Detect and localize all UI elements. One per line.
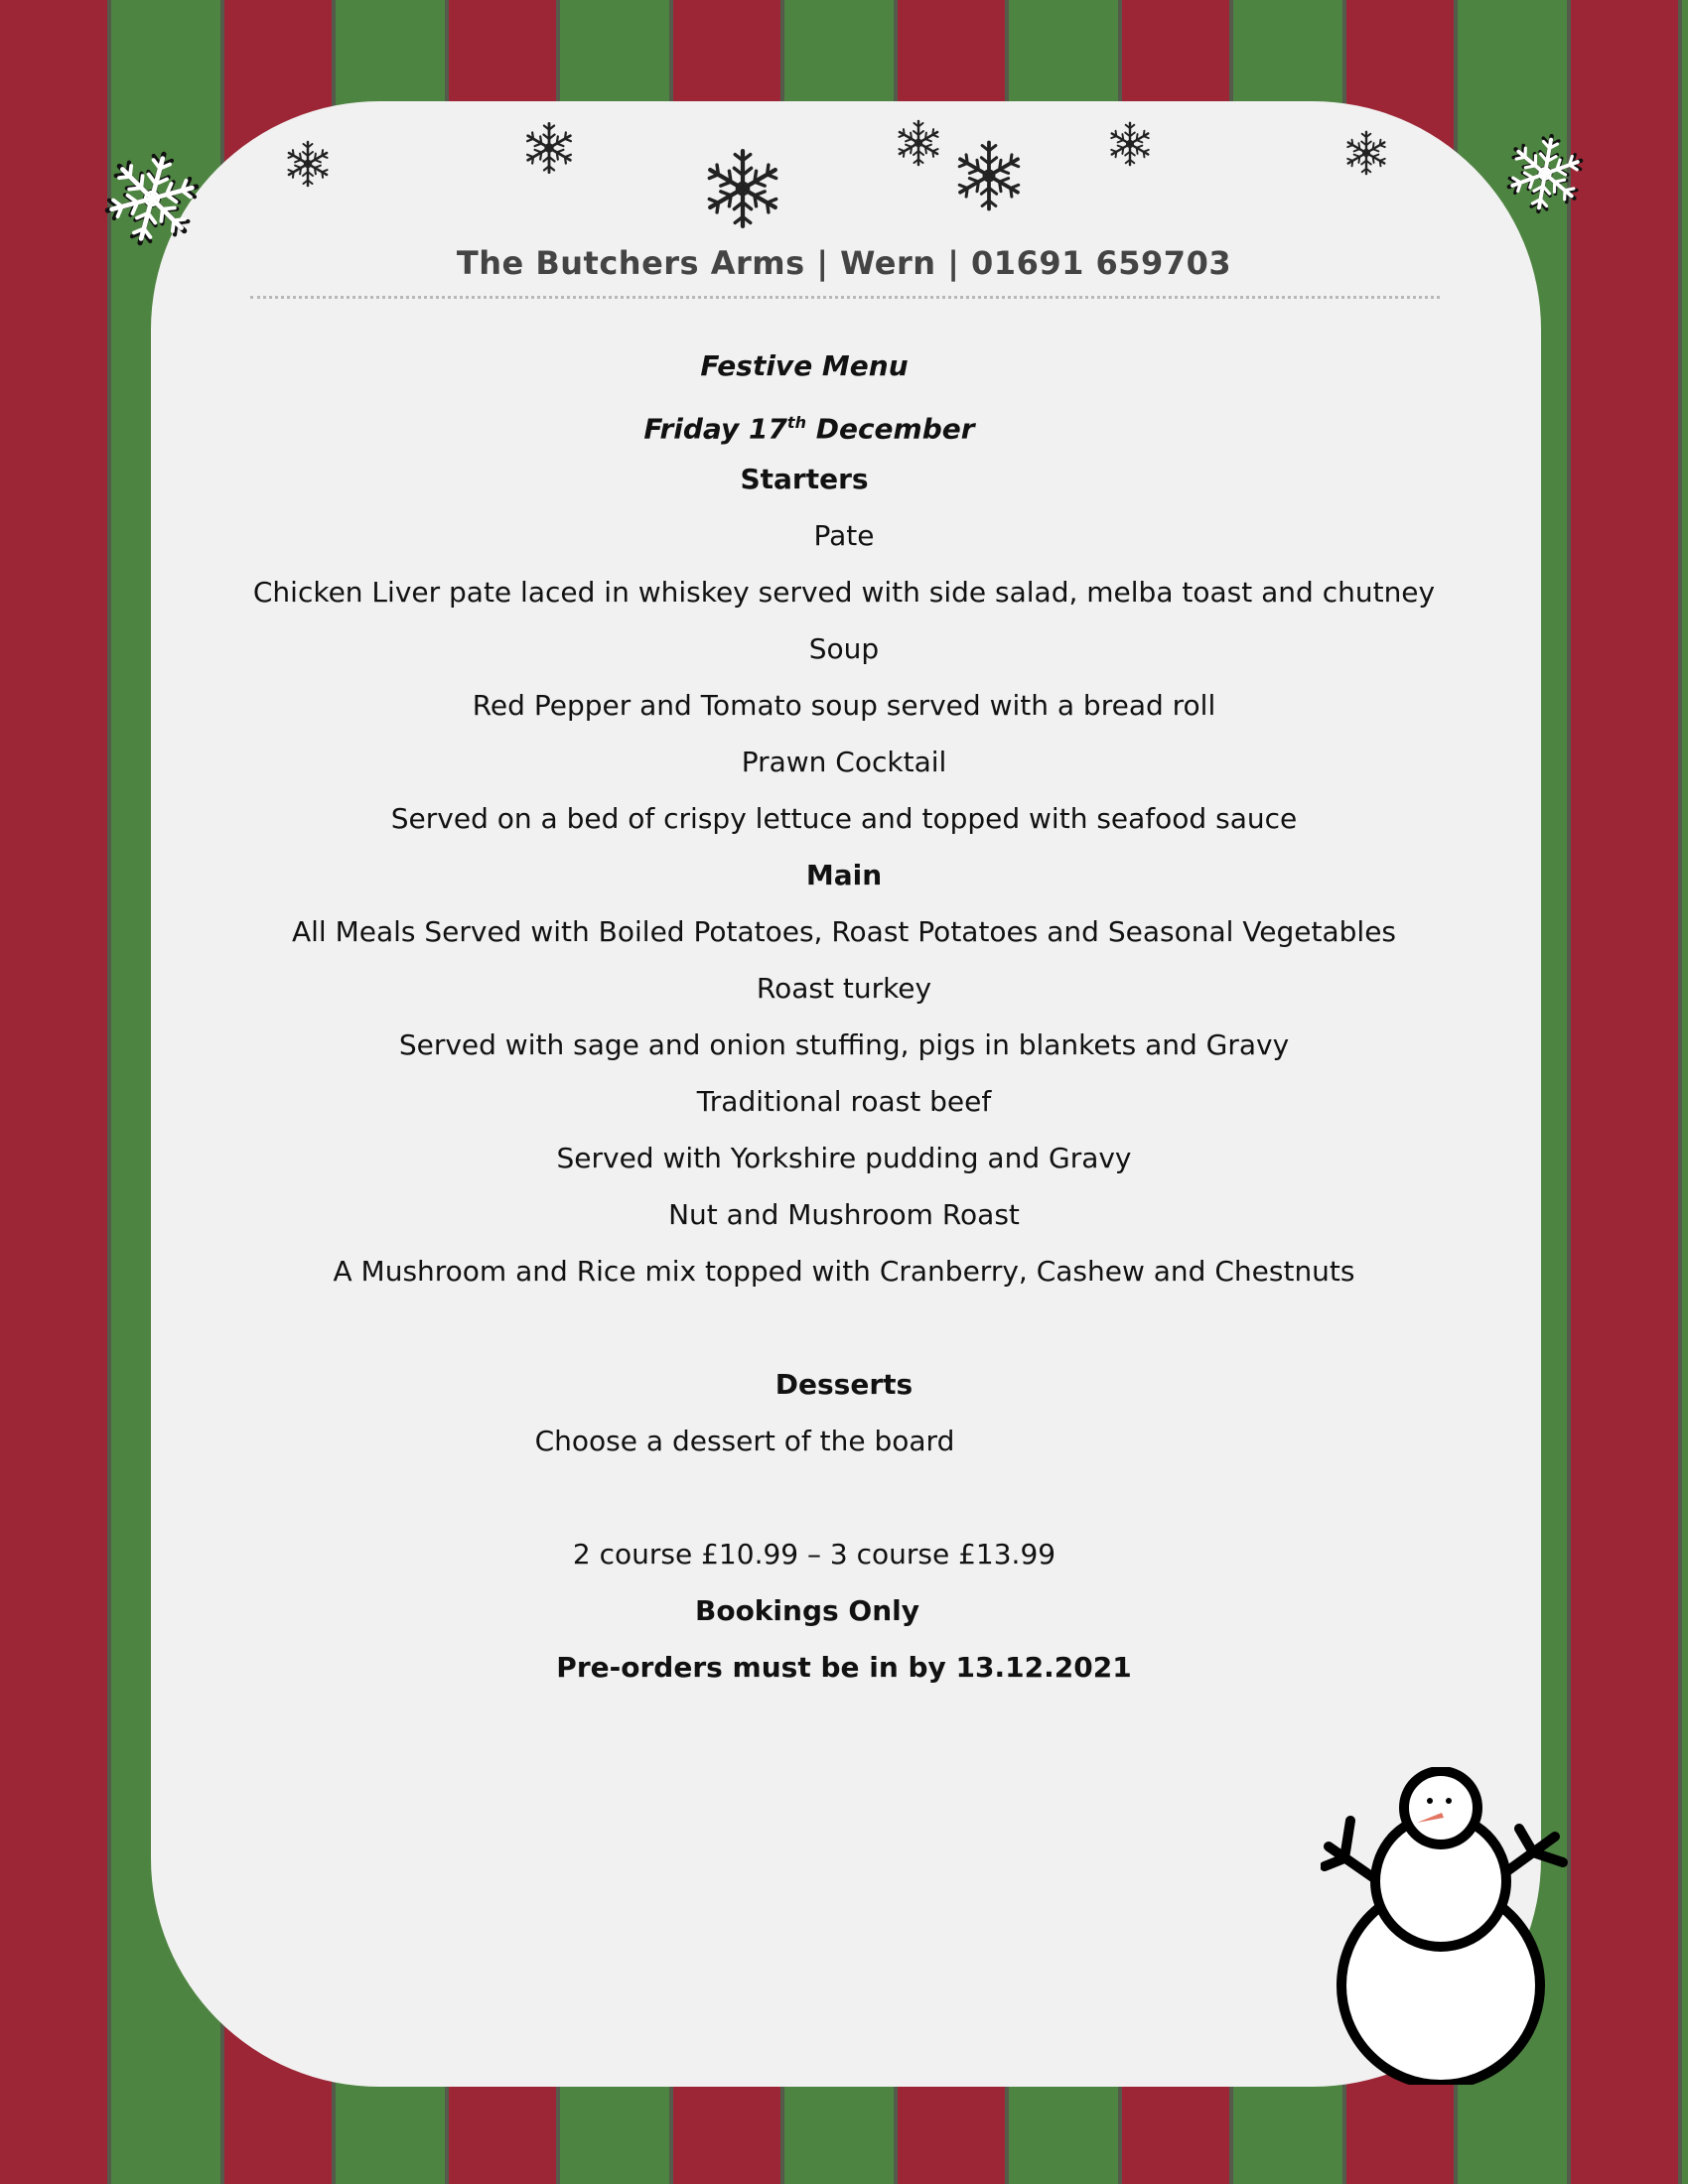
menu-date-sup: th — [786, 413, 806, 432]
menu-title: Festive Menu — [700, 349, 909, 382]
main-description: A Mushroom and Rice mix topped with Cranberry, Cashew and Chestnuts — [333, 1255, 1355, 1288]
snowflake-icon — [1499, 124, 1591, 223]
snowflake-icon — [97, 139, 207, 258]
snowflake-icon — [700, 139, 785, 238]
snowflake-icon — [894, 114, 943, 172]
main-name: Traditional roast beef — [696, 1085, 992, 1118]
main-description: Served with sage and onion stuffing, pigs in blankets and Gravy — [398, 1028, 1290, 1061]
menu-date — [0, 406, 1653, 446]
starter-name: Soup — [808, 632, 880, 665]
main-heading: Main — [805, 859, 883, 891]
snowflake-icon — [951, 131, 1027, 220]
main-note: All Meals Served with Boiled Potatoes, Roast Potatoes and Seasonal Vegetables — [291, 915, 1397, 948]
menu-date-prefix: Friday 17 — [643, 412, 787, 446]
bookings-note: Bookings Only — [694, 1594, 919, 1627]
starter-description: Chicken Liver pate laced in whiskey served with side salad, melba toast and chutney — [252, 576, 1436, 609]
header-divider — [250, 296, 1440, 299]
pricing: 2 course £10.99 – 3 course £13.99 — [572, 1538, 1056, 1570]
desserts-heading: Desserts — [774, 1368, 914, 1401]
main-name: Roast turkey — [756, 972, 932, 1005]
starter-description: Red Pepper and Tomato soup served with a bread roll — [472, 689, 1216, 722]
starter-description: Served on a bed of crispy lettuce and topped with seafood sauce — [390, 802, 1298, 835]
snowflake-icon — [521, 115, 577, 181]
preorders-note: Pre-orders must be in by 13.12.2021 — [556, 1651, 1132, 1684]
snowman-icon — [1321, 1767, 1579, 2085]
snowflake-icon — [1106, 117, 1154, 171]
desserts-description: Choose a dessert of the board — [534, 1425, 955, 1457]
starter-name: Prawn Cocktail — [741, 746, 947, 778]
starter-name: Pate — [813, 519, 875, 552]
starters-heading: Starters — [740, 463, 869, 495]
main-description: Served with Yorkshire pudding and Gravy — [556, 1142, 1132, 1174]
snowflake-icon — [1342, 126, 1390, 180]
menu-date-suffix: December — [805, 412, 975, 446]
main-name: Nut and Mushroom Roast — [668, 1198, 1020, 1231]
header-title: The Butchers Arms | Wern | 01691 659703 — [456, 244, 1232, 282]
snowflake-icon — [283, 136, 333, 192]
